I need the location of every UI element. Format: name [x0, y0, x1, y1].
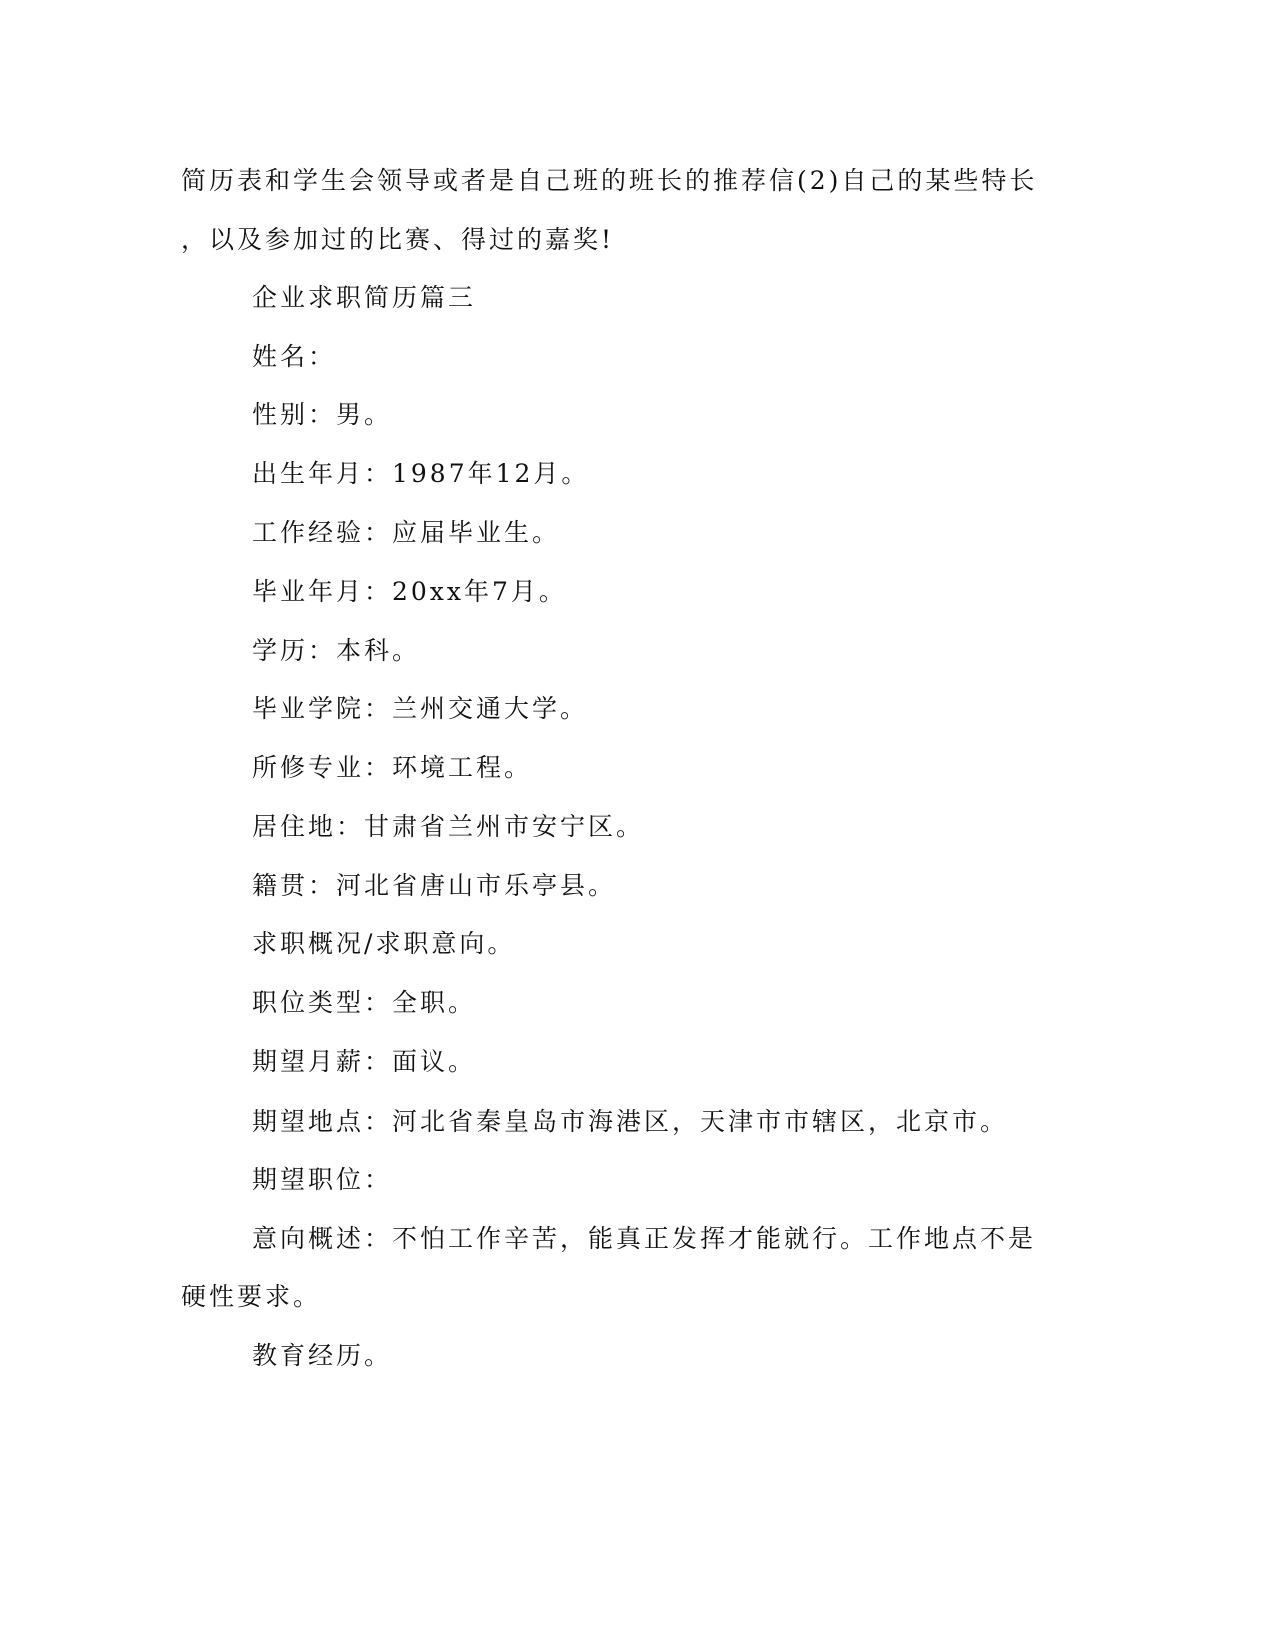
subheading-education: 教育经历。 [252, 1341, 393, 1370]
field-major: 所修专业：环境工程。 [252, 753, 533, 782]
field-intention-summary: 意向概述：不怕工作辛苦，能真正发挥才能就行。工作地点不是 [252, 1224, 1037, 1253]
paragraph-line-recommendation: 简历表和学生会领导或者是自己班的班长的推荐信(2)自己的某些特长 [181, 166, 1038, 195]
field-education-level: 学历：本科。 [252, 636, 421, 665]
field-expected-salary: 期望月薪：面议。 [252, 1047, 477, 1076]
field-job-type: 职位类型：全职。 [252, 988, 477, 1017]
paragraph-line-awards: ，以及参加过的比赛、得过的嘉奖! [181, 225, 615, 254]
field-native-place: 籍贯：河北省唐山市乐亭县。 [252, 871, 617, 900]
field-graduation-date: 毕业年月：20xx年7月。 [252, 577, 567, 606]
field-name: 姓名： [252, 342, 337, 371]
section-heading: 企业求职简历篇三 [252, 283, 477, 312]
field-intention-summary-continued: 硬性要求。 [181, 1282, 322, 1311]
field-work-experience: 工作经验：应届毕业生。 [252, 518, 561, 547]
field-birth-date: 出生年月：1987年12月。 [252, 459, 590, 488]
field-expected-position: 期望职位： [252, 1165, 393, 1194]
subheading-job-intention: 求职概况/求职意向。 [252, 929, 516, 958]
field-expected-location: 期望地点：河北省秦皇岛市海港区，天津市市辖区，北京市。 [252, 1107, 1009, 1136]
field-gender: 性别：男。 [252, 400, 393, 429]
field-college: 毕业学院：兰州交通大学。 [252, 694, 589, 723]
field-residence: 居住地：甘肃省兰州市安宁区。 [252, 812, 645, 841]
